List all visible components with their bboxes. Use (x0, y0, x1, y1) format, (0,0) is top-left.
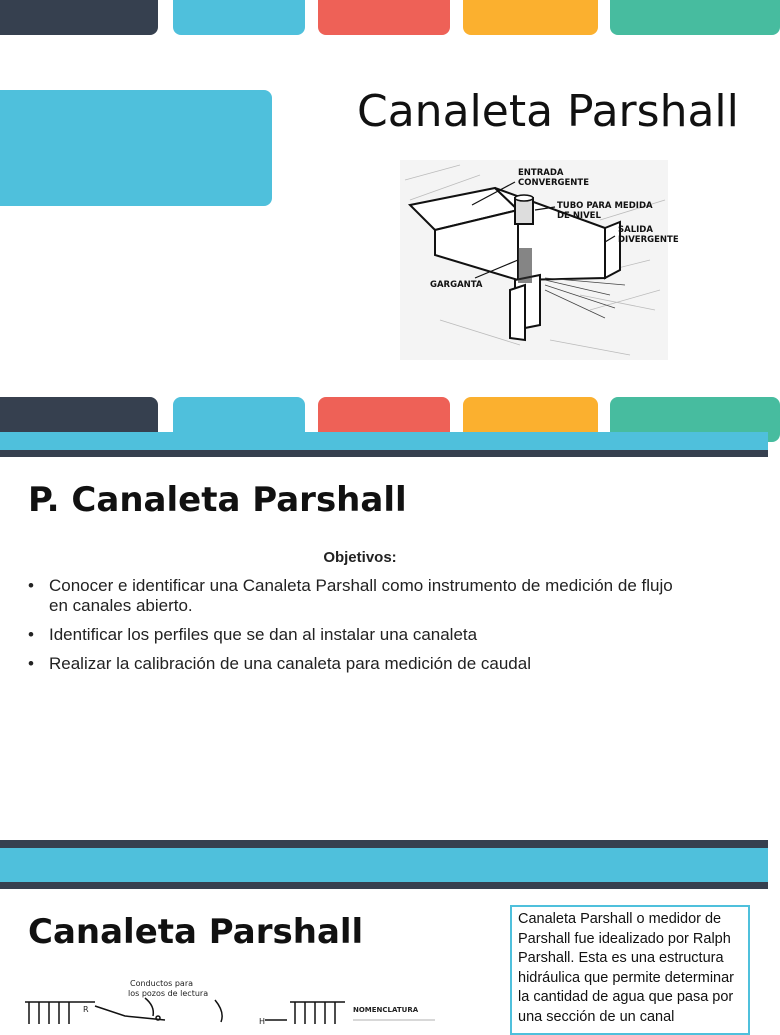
header-band-dark (0, 450, 768, 457)
header-band-blue (0, 848, 768, 882)
tab-dark (0, 0, 158, 35)
objectives-list (28, 576, 678, 683)
description-box: Canaleta Parshall o medidor de Parshall fue idealizado por Ralph Parshall. Esta es una estructura hidráulica que permite determinar la cantidad de agua que pasa por una sección de un canal (510, 905, 750, 1035)
label-conductos-1: Conductos para (130, 979, 194, 988)
list-item: • Conocer e identificar una Canaleta Parshall como instrumento de medición de flujo en canales abierto. (28, 576, 678, 616)
label-tubo-2: DE NIVEL (557, 211, 601, 221)
parshall-flume-figure (400, 160, 679, 360)
parshall-diagram (25, 976, 445, 1024)
tab-blue (173, 0, 305, 35)
slide-title: P. Canaleta Parshall (28, 480, 407, 520)
header-band-dark-top (0, 840, 768, 848)
objetivos-label: Objetivos: (323, 549, 397, 566)
slide-title: Canaleta Parshall (28, 912, 364, 952)
label-h: H (259, 1017, 266, 1026)
tab-yellow (463, 0, 598, 35)
label-entrada: ENTRADA (518, 168, 564, 178)
label-r: R (83, 1005, 89, 1014)
tab-red (318, 0, 450, 35)
label-garganta: GARGANTA (430, 280, 483, 290)
label-conductos-2: los pozos de lectura (128, 989, 209, 998)
label-tubo-1: TUBO PARA MEDIDA (557, 201, 653, 211)
label-divergente: DIVERGENTE (618, 235, 679, 245)
list-item: • Realizar la calibración de una canaleta para medición de caudal (28, 654, 678, 674)
accent-block (0, 90, 272, 206)
header-band-blue (0, 432, 768, 450)
tab-green (610, 0, 780, 35)
slide-title: Canaleta Parshall (357, 86, 739, 137)
label-salida: SALIDA (618, 225, 653, 235)
label-nomenclatura: NOMENCLATURA (353, 1006, 419, 1014)
header-band-dark-bottom (0, 882, 768, 889)
list-item: • Identificar los perfiles que se dan al instalar una canaleta (28, 625, 678, 645)
label-convergente: CONVERGENTE (518, 178, 590, 188)
